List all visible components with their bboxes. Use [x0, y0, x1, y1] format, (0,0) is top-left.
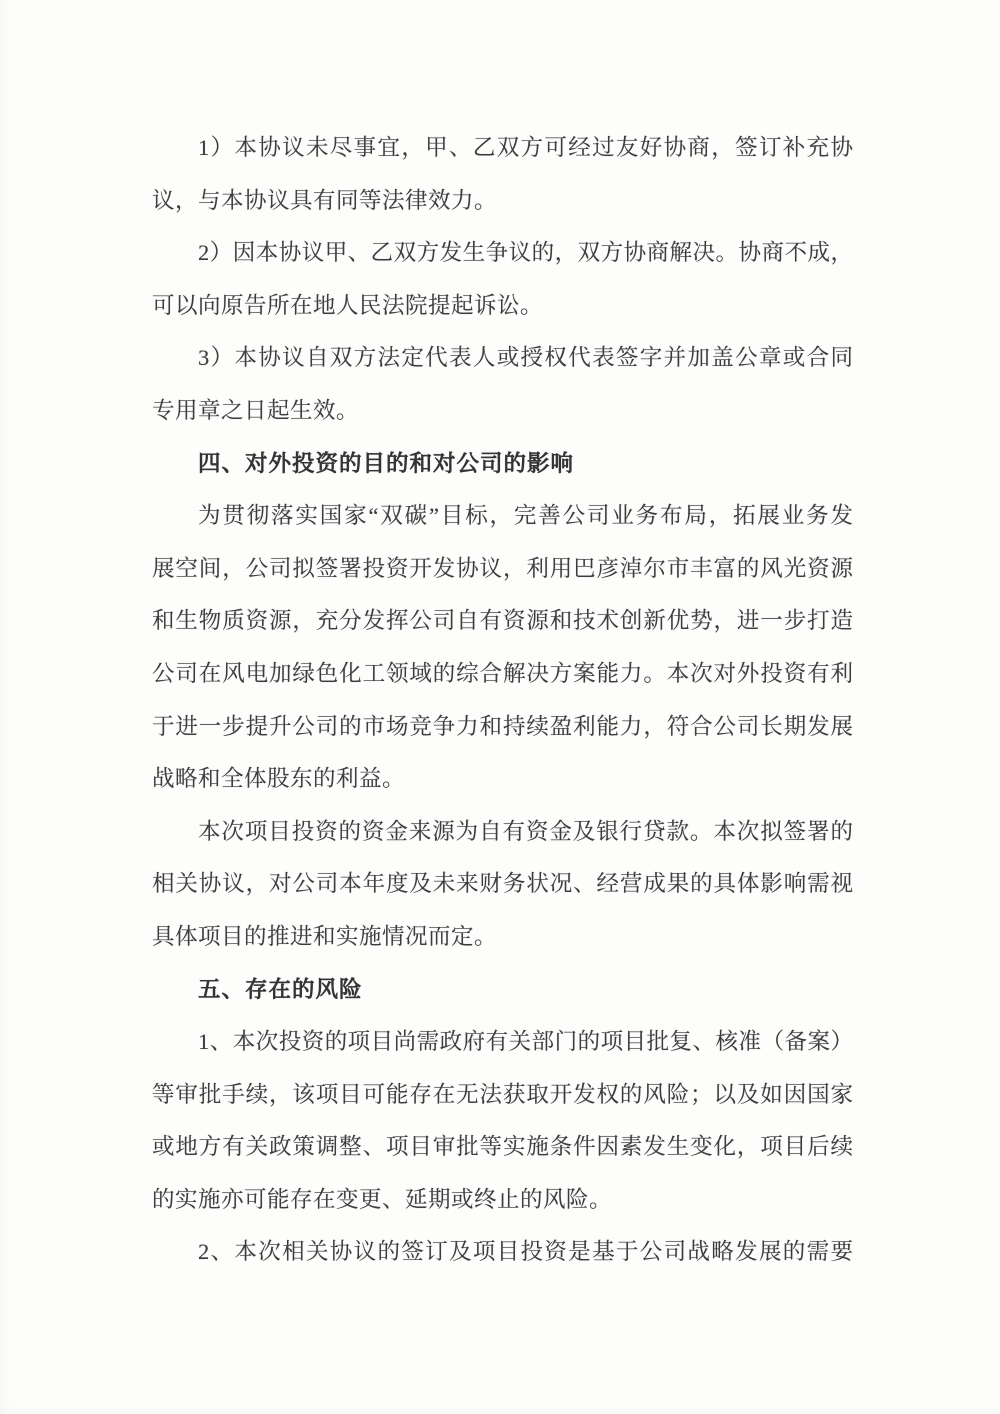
paragraph-line: 2、本次相关协议的签订及项目投资是基于公司战略发展的需要 [198, 1239, 853, 1265]
paragraph-line: 1）本协议未尽事宜，甲、乙双方可经过友好协商，签订补充协 [198, 135, 853, 160]
paragraph-line: 1、本次投资的项目尚需政府有关部门的项目批复、核准（备案） [198, 1029, 853, 1055]
paragraph-line: 的实施亦可能存在变更、延期或终止的风险。 [152, 1186, 613, 1212]
section-heading-purpose: 四、对外投资的目的和对公司的影响 [198, 450, 575, 476]
paragraph-line: 2）因本协议甲、乙双方发生争议的，双方协商解决。协商不成， [198, 240, 853, 266]
paragraph-line: 公司在风电加绿色化工领域的综合解决方案能力。本次对外投资有利 [152, 660, 853, 686]
paragraph-line: 战略和全体股东的利益。 [152, 766, 406, 792]
section-heading-risks: 五、存在的风险 [198, 976, 363, 1002]
paragraph-line: 议，与本协议具有同等法律效力。 [152, 187, 498, 213]
paragraph-line: 为贯彻落实国家“双碳”目标，完善公司业务布局，拓展业务发 [198, 503, 853, 529]
paragraph-line: 等审批手续，该项目可能存在无法获取开发权的风险；以及如因国家 [152, 1081, 853, 1107]
text-column [152, 122, 853, 1279]
paragraph-line: 和生物质资源，充分发挥公司自有资源和技术创新优势，进一步打造 [152, 608, 853, 634]
paragraph-line: 于进一步提升公司的市场竞争力和持续盈利能力，符合公司长期发展 [152, 713, 853, 739]
paragraph-line: 可以向原告所在地人民法院提起诉讼。 [152, 292, 544, 318]
paragraph-line: 3）本协议自双方法定代表人或授权代表签字并加盖公章或合同 [198, 345, 853, 371]
paragraph-line: 相关协议，对公司本年度及未来财务状况、经营成果的具体影响需视 [152, 871, 853, 897]
paragraph-line: 或地方有关政策调整、项目审批等实施条件因素发生变化，项目后续 [152, 1134, 853, 1160]
paragraph-line: 具体项目的推进和实施情况而定。 [152, 923, 498, 949]
paragraph-line: 展空间，公司拟签署投资开发协议，利用巴彦淖尔市丰富的风光资源 [152, 555, 853, 581]
paragraph-line: 专用章之日起生效。 [152, 397, 360, 423]
paragraph-line: 本次项目投资的资金来源为自有资金及银行贷款。本次拟签署的 [198, 818, 853, 844]
